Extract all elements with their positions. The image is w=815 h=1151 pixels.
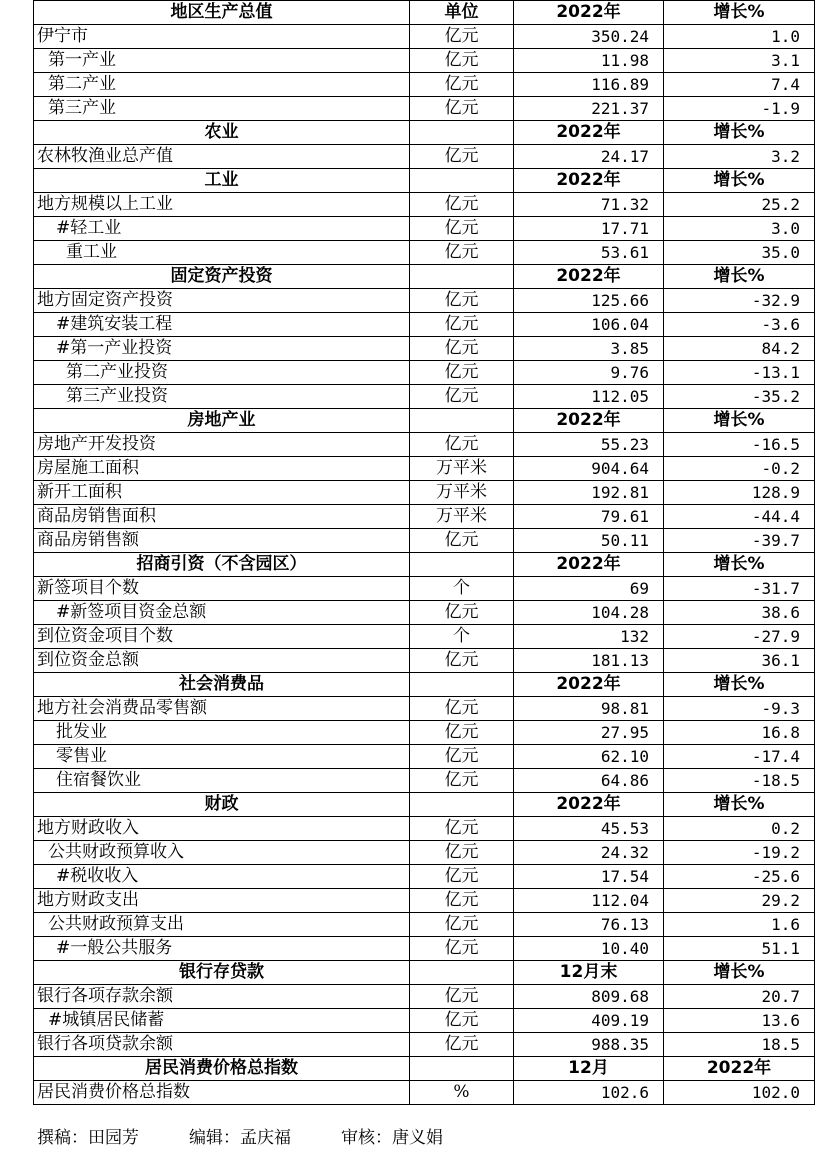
unit-cell: 亿元 [410, 25, 514, 49]
unit-header [410, 169, 514, 193]
growth-cell: 51.1 [664, 937, 815, 961]
row-label: 新签项目个数 [34, 577, 410, 601]
growth-cell: -17.4 [664, 745, 815, 769]
value-cell: 102.6 [514, 1081, 664, 1105]
editor-credit: 编辑：孟庆福 [189, 1128, 291, 1148]
section-title: 招商引资（不含园区） [34, 553, 410, 577]
row-label: 到位资金项目个数 [34, 625, 410, 649]
section-header-row [34, 793, 815, 817]
row-label: 银行各项存款余额 [34, 985, 410, 1009]
value-cell: 106.04 [514, 313, 664, 337]
row-label: 公共财政预算收入 [34, 841, 410, 865]
section-title: 居民消费价格总指数 [34, 1057, 410, 1081]
value-cell: 9.76 [514, 361, 664, 385]
unit-header [410, 1057, 514, 1081]
value-cell: 79.61 [514, 505, 664, 529]
section-header-row [34, 961, 815, 985]
row-label: 住宿餐饮业 [34, 769, 410, 793]
unit-header [410, 793, 514, 817]
row-label: 公共财政预算支出 [34, 913, 410, 937]
table-row [34, 1009, 815, 1033]
section-title: 银行存贷款 [34, 961, 410, 985]
table-row [34, 385, 815, 409]
section-title: 工业 [34, 169, 410, 193]
unit-cell: 亿元 [410, 217, 514, 241]
growth-cell: -1.9 [664, 97, 815, 121]
growth-cell: 1.6 [664, 913, 815, 937]
growth-header: 增长% [664, 673, 815, 697]
row-label: 房屋施工面积 [34, 457, 410, 481]
unit-cell: 万平米 [410, 481, 514, 505]
growth-cell: -19.2 [664, 841, 815, 865]
row-label: 第二产业投资 [34, 361, 410, 385]
row-label: 银行各项贷款余额 [34, 1033, 410, 1057]
value-cell: 24.32 [514, 841, 664, 865]
growth-cell: 3.0 [664, 217, 815, 241]
table-row [34, 193, 815, 217]
row-label: 地方社会消费品零售额 [34, 697, 410, 721]
unit-cell: 亿元 [410, 241, 514, 265]
period-header: 2022年 [514, 793, 664, 817]
section-header-row [34, 1057, 815, 1081]
table-row [34, 913, 815, 937]
unit-header [410, 409, 514, 433]
unit-header [410, 961, 514, 985]
section-header-row [34, 1, 815, 25]
table-row [34, 49, 815, 73]
growth-cell: 29.2 [664, 889, 815, 913]
period-header: 2022年 [514, 121, 664, 145]
unit-cell: 亿元 [410, 97, 514, 121]
row-label: #税收收入 [34, 865, 410, 889]
row-label: 批发业 [34, 721, 410, 745]
value-cell: 192.81 [514, 481, 664, 505]
table-row [34, 145, 815, 169]
growth-cell: 84.2 [664, 337, 815, 361]
period-header: 12月末 [514, 961, 664, 985]
value-cell: 10.40 [514, 937, 664, 961]
table-row [34, 481, 815, 505]
value-cell: 55.23 [514, 433, 664, 457]
row-label: 第三产业投资 [34, 385, 410, 409]
value-cell: 76.13 [514, 913, 664, 937]
value-cell: 132 [514, 625, 664, 649]
value-cell: 409.19 [514, 1009, 664, 1033]
value-cell: 69 [514, 577, 664, 601]
row-label: #轻工业 [34, 217, 410, 241]
period-header: 2022年 [514, 409, 664, 433]
row-label: 农林牧渔业总产值 [34, 145, 410, 169]
writer-credit: 撰稿：田园芳 [37, 1128, 139, 1148]
growth-header: 增长% [664, 793, 815, 817]
table-row [34, 361, 815, 385]
growth-header: 增长% [664, 121, 815, 145]
period-header: 12月 [514, 1057, 664, 1081]
unit-cell: 亿元 [410, 649, 514, 673]
growth-cell: 16.8 [664, 721, 815, 745]
unit-header [410, 265, 514, 289]
value-cell: 112.04 [514, 889, 664, 913]
growth-cell: -35.2 [664, 385, 815, 409]
growth-cell: -31.7 [664, 577, 815, 601]
table-row [34, 505, 815, 529]
table-row [34, 337, 815, 361]
table-row [34, 241, 815, 265]
growth-cell: -3.6 [664, 313, 815, 337]
section-header-row [34, 121, 815, 145]
growth-cell: -27.9 [664, 625, 815, 649]
row-label: #城镇居民储蓄 [34, 1009, 410, 1033]
value-cell: 27.95 [514, 721, 664, 745]
table-row [34, 217, 815, 241]
row-label: 重工业 [34, 241, 410, 265]
period-header: 2022年 [514, 553, 664, 577]
table-row [34, 289, 815, 313]
table-row [34, 433, 815, 457]
value-cell: 62.10 [514, 745, 664, 769]
growth-header: 增长% [664, 1, 815, 25]
table-row [34, 625, 815, 649]
growth-cell: 18.5 [664, 1033, 815, 1057]
unit-cell: 亿元 [410, 385, 514, 409]
value-cell: 988.35 [514, 1033, 664, 1057]
growth-cell: -25.6 [664, 865, 815, 889]
unit-cell: 亿元 [410, 697, 514, 721]
growth-header: 增长% [664, 169, 815, 193]
row-label: 地方财政收入 [34, 817, 410, 841]
table-row [34, 313, 815, 337]
row-label: 伊宁市 [34, 25, 410, 49]
unit-cell: 亿元 [410, 985, 514, 1009]
value-cell: 125.66 [514, 289, 664, 313]
value-cell: 17.71 [514, 217, 664, 241]
table-row [34, 601, 815, 625]
unit-cell: 个 [410, 577, 514, 601]
table-row [34, 817, 815, 841]
growth-cell: 3.1 [664, 49, 815, 73]
growth-header: 增长% [664, 409, 815, 433]
unit-cell: 亿元 [410, 841, 514, 865]
row-label: #新签项目资金总额 [34, 601, 410, 625]
row-label: 地方财政支出 [34, 889, 410, 913]
value-cell: 221.37 [514, 97, 664, 121]
growth-cell: -18.5 [664, 769, 815, 793]
growth-cell: 20.7 [664, 985, 815, 1009]
table-row [34, 457, 815, 481]
unit-cell: 亿元 [410, 313, 514, 337]
row-label: 第二产业 [34, 73, 410, 97]
growth-header: 增长% [664, 961, 815, 985]
unit-cell: 亿元 [410, 817, 514, 841]
growth-cell: -13.1 [664, 361, 815, 385]
growth-cell: -16.5 [664, 433, 815, 457]
unit-cell: 万平米 [410, 505, 514, 529]
value-cell: 104.28 [514, 601, 664, 625]
unit-cell: 亿元 [410, 49, 514, 73]
value-cell: 11.98 [514, 49, 664, 73]
growth-cell: -44.4 [664, 505, 815, 529]
unit-cell: 亿元 [410, 337, 514, 361]
growth-cell: 25.2 [664, 193, 815, 217]
table-row [34, 985, 815, 1009]
table-row [34, 697, 815, 721]
unit-cell: 个 [410, 625, 514, 649]
reviewer-credit: 审核：唐义娟 [341, 1128, 443, 1148]
value-cell: 98.81 [514, 697, 664, 721]
table-row [34, 649, 815, 673]
unit-cell: 亿元 [410, 865, 514, 889]
unit-cell: 亿元 [410, 721, 514, 745]
unit-cell: 亿元 [410, 73, 514, 97]
value-cell: 71.32 [514, 193, 664, 217]
section-title: 财政 [34, 793, 410, 817]
unit-cell: 亿元 [410, 937, 514, 961]
section-header-row [34, 409, 815, 433]
section-title: 农业 [34, 121, 410, 145]
value-cell: 3.85 [514, 337, 664, 361]
unit-cell: % [410, 1081, 514, 1105]
unit-cell: 亿元 [410, 889, 514, 913]
unit-cell: 亿元 [410, 1033, 514, 1057]
growth-cell: 3.2 [664, 145, 815, 169]
growth-cell: 36.1 [664, 649, 815, 673]
table-row [34, 73, 815, 97]
value-cell: 181.13 [514, 649, 664, 673]
row-label: 第一产业 [34, 49, 410, 73]
section-header-row [34, 553, 815, 577]
table-row [34, 721, 815, 745]
row-label: 到位资金总额 [34, 649, 410, 673]
row-label: 零售业 [34, 745, 410, 769]
value-cell: 17.54 [514, 865, 664, 889]
value-cell: 112.05 [514, 385, 664, 409]
unit-header: 单位 [410, 1, 514, 25]
value-cell: 64.86 [514, 769, 664, 793]
credits-footer [37, 1126, 443, 1150]
unit-cell: 亿元 [410, 145, 514, 169]
unit-cell: 万平米 [410, 457, 514, 481]
unit-cell: 亿元 [410, 433, 514, 457]
growth-cell: -0.2 [664, 457, 815, 481]
unit-cell: 亿元 [410, 769, 514, 793]
section-header-row [34, 673, 815, 697]
value-cell: 809.68 [514, 985, 664, 1009]
table-row [34, 889, 815, 913]
row-label: 地方规模以上工业 [34, 193, 410, 217]
value-cell: 904.64 [514, 457, 664, 481]
table-row [34, 529, 815, 553]
row-label: 地方固定资产投资 [34, 289, 410, 313]
value-cell: 53.61 [514, 241, 664, 265]
unit-header [410, 553, 514, 577]
growth-header: 增长% [664, 265, 815, 289]
table-row [34, 1081, 815, 1105]
table-row [34, 937, 815, 961]
unit-cell: 亿元 [410, 289, 514, 313]
period-header: 2022年 [514, 169, 664, 193]
growth-cell: 102.0 [664, 1081, 815, 1105]
growth-cell: 38.6 [664, 601, 815, 625]
value-cell: 24.17 [514, 145, 664, 169]
row-label: 房地产开发投资 [34, 433, 410, 457]
unit-cell: 亿元 [410, 529, 514, 553]
growth-cell: -32.9 [664, 289, 815, 313]
row-label: 第三产业 [34, 97, 410, 121]
growth-cell: 35.0 [664, 241, 815, 265]
value-cell: 45.53 [514, 817, 664, 841]
unit-header [410, 121, 514, 145]
row-label: #建筑安装工程 [34, 313, 410, 337]
row-label: #第一产业投资 [34, 337, 410, 361]
growth-header: 增长% [664, 553, 815, 577]
period-header: 2022年 [514, 265, 664, 289]
unit-cell: 亿元 [410, 1009, 514, 1033]
statistics-table-body [34, 1, 815, 1105]
row-label: 新开工面积 [34, 481, 410, 505]
section-title: 社会消费品 [34, 673, 410, 697]
unit-cell: 亿元 [410, 745, 514, 769]
row-label: 商品房销售额 [34, 529, 410, 553]
value-cell: 50.11 [514, 529, 664, 553]
table-row [34, 25, 815, 49]
growth-cell: 13.6 [664, 1009, 815, 1033]
unit-header [410, 673, 514, 697]
table-row [34, 97, 815, 121]
value-cell: 116.89 [514, 73, 664, 97]
table-row [34, 745, 815, 769]
section-header-row [34, 169, 815, 193]
unit-cell: 亿元 [410, 601, 514, 625]
unit-cell: 亿元 [410, 193, 514, 217]
growth-header: 2022年 [664, 1057, 815, 1081]
table-row [34, 769, 815, 793]
section-title: 地区生产总值 [34, 1, 410, 25]
section-title: 房地产业 [34, 409, 410, 433]
unit-cell: 亿元 [410, 913, 514, 937]
table-row [34, 1033, 815, 1057]
table-row [34, 577, 815, 601]
row-label: #一般公共服务 [34, 937, 410, 961]
statistics-table [33, 0, 815, 1105]
section-title: 固定资产投资 [34, 265, 410, 289]
growth-cell: -39.7 [664, 529, 815, 553]
row-label: 商品房销售面积 [34, 505, 410, 529]
value-cell: 350.24 [514, 25, 664, 49]
growth-cell: 7.4 [664, 73, 815, 97]
table-row [34, 841, 815, 865]
growth-cell: -9.3 [664, 697, 815, 721]
growth-cell: 0.2 [664, 817, 815, 841]
table-row [34, 865, 815, 889]
growth-cell: 1.0 [664, 25, 815, 49]
growth-cell: 128.9 [664, 481, 815, 505]
section-header-row [34, 265, 815, 289]
row-label: 居民消费价格总指数 [34, 1081, 410, 1105]
unit-cell: 亿元 [410, 361, 514, 385]
period-header: 2022年 [514, 673, 664, 697]
period-header: 2022年 [514, 1, 664, 25]
